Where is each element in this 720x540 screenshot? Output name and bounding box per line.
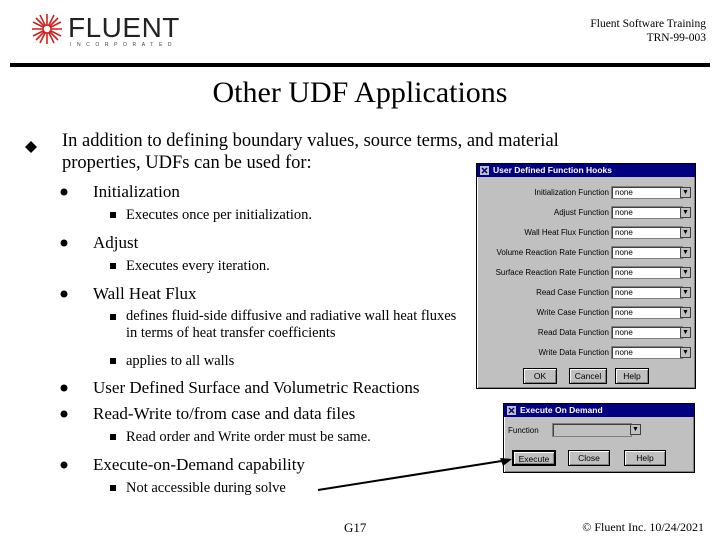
volume-reaction-rate-function-select[interactable]: none — [611, 246, 683, 259]
list-item-execute-on-demand: Execute-on-Demand capability — [93, 455, 305, 474]
copyright: © Fluent Inc. 10/24/2021 — [582, 520, 704, 534]
round-bullet-icon — [60, 410, 68, 418]
surface-reaction-rate-function-select[interactable]: none — [611, 266, 683, 279]
udf-hooks-dialog — [476, 163, 696, 389]
function-select[interactable] — [552, 423, 632, 437]
row-label: Read Data Function — [537, 328, 609, 337]
row-label: Read Case Function — [536, 288, 609, 297]
execute-button[interactable]: Execute — [512, 450, 556, 466]
diamond-bullet-icon — [25, 141, 37, 153]
list-item-read-write: Read-Write to/from case and data files — [93, 404, 356, 423]
sub-item: Executes once per initialization. — [126, 207, 313, 223]
dialog-title: User Defined Function Hooks — [493, 165, 613, 175]
round-bullet-icon — [60, 384, 68, 392]
chevron-down-icon[interactable]: ▼ — [680, 327, 691, 338]
fluent-logo — [30, 10, 180, 50]
sub-item: Not accessible during solve — [126, 480, 286, 496]
wall-heat-flux-function-select[interactable]: none — [611, 226, 683, 239]
round-bullet-icon — [60, 239, 68, 247]
chevron-down-icon[interactable]: ▼ — [680, 307, 691, 318]
row-label: Write Case Function — [536, 308, 609, 317]
window-menu-icon[interactable] — [480, 166, 489, 175]
square-bullet-icon — [110, 212, 116, 218]
chevron-down-icon[interactable]: ▼ — [680, 267, 691, 278]
list-item-reactions: User Defined Surface and Volumetric Reactions — [93, 378, 420, 397]
header-line-1: Fluent Software Training — [590, 18, 706, 30]
ok-button[interactable]: OK — [523, 368, 557, 384]
function-label: Function — [508, 426, 539, 435]
chevron-down-icon[interactable]: ▼ — [680, 227, 691, 238]
chevron-down-icon[interactable]: ▼ — [680, 207, 691, 218]
logo-wordmark: FLUENT — [68, 12, 180, 43]
square-bullet-icon — [110, 263, 116, 269]
page-number: G17 — [344, 520, 367, 535]
cancel-button[interactable]: Cancel — [569, 368, 607, 384]
slide-title: Other UDF Applications — [212, 76, 508, 109]
close-button[interactable]: Close — [568, 450, 610, 466]
sub-item: defines fluid-side diffusive and radiative wall heat fluxes in terms of heat transfer coefficients — [126, 308, 457, 341]
round-bullet-icon — [60, 188, 68, 196]
write-data-function-select[interactable]: none — [611, 346, 683, 359]
square-bullet-icon — [110, 358, 116, 364]
list-item-adjust: Adjust — [93, 233, 139, 252]
row-label: Surface Reaction Rate Function — [495, 268, 609, 277]
header-line-2: TRN-99-003 — [646, 32, 706, 44]
initialization-function-select[interactable]: none — [611, 186, 683, 199]
list-item-wall-heat-flux: Wall Heat Flux — [93, 284, 197, 303]
dialog-title-bar[interactable] — [504, 404, 694, 417]
read-data-function-select[interactable]: none — [611, 326, 683, 339]
chevron-down-icon[interactable]: ▼ — [680, 187, 691, 198]
execute-on-demand-dialog — [503, 403, 695, 473]
chevron-down-icon[interactable]: ▼ — [630, 424, 641, 435]
dialog-title: Execute On Demand — [520, 405, 603, 415]
round-bullet-icon — [60, 290, 68, 298]
help-button[interactable]: Help — [624, 450, 666, 466]
window-menu-icon[interactable] — [507, 406, 516, 415]
row-label: Initialization Function — [534, 188, 609, 197]
header-info — [590, 17, 706, 45]
dialog-title-bar[interactable] — [477, 164, 695, 177]
header-divider — [10, 63, 710, 67]
row-label: Adjust Function — [553, 208, 609, 217]
row-label: Volume Reaction Rate Function — [496, 248, 609, 257]
logo-subtext: INCORPORATED — [70, 42, 178, 48]
sub-item: Read order and Write order must be same. — [126, 429, 371, 445]
help-button[interactable]: Help — [615, 368, 649, 384]
read-case-function-select[interactable]: none — [611, 286, 683, 299]
sub-item: applies to all walls — [126, 353, 235, 369]
chevron-down-icon[interactable]: ▼ — [680, 247, 691, 258]
sub-item: Executes every iteration. — [126, 258, 270, 274]
list-item-initialization: Initialization — [93, 182, 180, 201]
square-bullet-icon — [110, 314, 116, 320]
square-bullet-icon — [110, 485, 116, 491]
adjust-function-select[interactable]: none — [611, 206, 683, 219]
row-label: Write Data Function — [538, 348, 609, 357]
round-bullet-icon — [60, 461, 68, 469]
square-bullet-icon — [110, 434, 116, 440]
intro-text: In addition to defining boundary values, source terms, and material properties, UDFs can be used for: — [62, 131, 559, 173]
row-label: Wall Heat Flux Function — [524, 228, 609, 237]
chevron-down-icon[interactable]: ▼ — [680, 287, 691, 298]
chevron-down-icon[interactable]: ▼ — [680, 347, 691, 358]
write-case-function-select[interactable]: none — [611, 306, 683, 319]
fluent-starburst-icon — [30, 12, 64, 46]
